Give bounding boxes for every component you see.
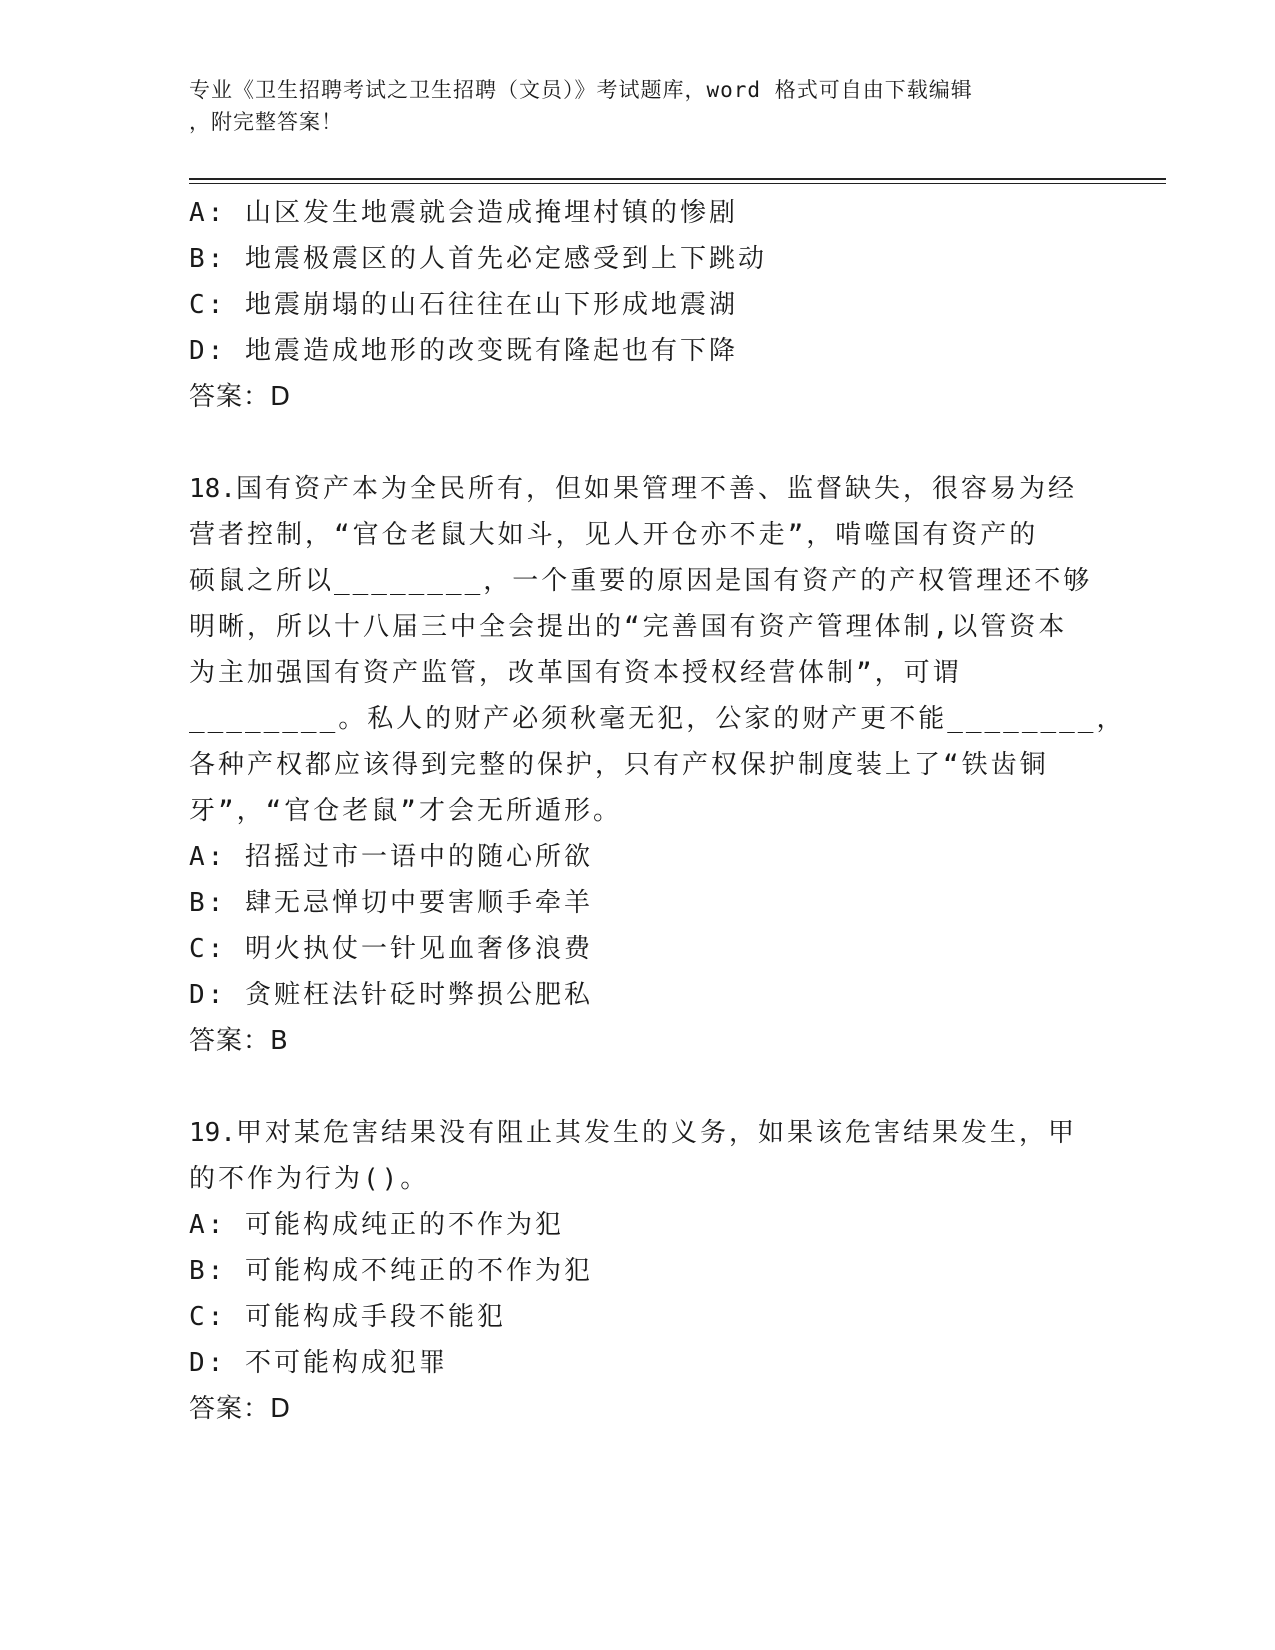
question-content <box>189 190 1126 1432</box>
question-18-stem-line-8: 牙”，“官仓老鼠”才会无所遁形。 <box>189 796 622 826</box>
option-a: A: 招摇过市一语中的随心所欲 <box>189 842 593 872</box>
answer-18: 答案：B <box>189 1026 289 1056</box>
option-c: C: 明火执仗一针见血奢侈浪费 <box>189 934 593 964</box>
option-d: D: 贪赃枉法针砭时弊损公肥私 <box>189 980 593 1010</box>
option-b: B: 肆无忌惮切中要害顺手牵羊 <box>189 888 593 918</box>
option-d: D: 地震造成地形的改变既有隆起也有下降 <box>189 336 738 366</box>
option-c: C: 可能构成手段不能犯 <box>189 1302 506 1332</box>
option-a: A: 可能构成纯正的不作为犯 <box>189 1210 564 1240</box>
answer-19: 答案：D <box>189 1394 292 1424</box>
header-divider-thick <box>189 178 1166 180</box>
question-19 <box>189 1110 1089 1432</box>
option-d: D: 不可能构成犯罪 <box>189 1348 448 1378</box>
question-18-stem-line-3: 硕鼠之所以________，一个重要的原因是国有资产的产权管理还不够 <box>189 566 1093 596</box>
question-18-stem-line-6: ________。私人的财产必须秋毫无犯，公家的财产更不能________， <box>189 704 1126 734</box>
question-19-stem-line-2: 的不作为行为()。 <box>189 1164 430 1194</box>
question-19-stem-line-1: 19.甲对某危害结果没有阻止其发生的义务，如果该危害结果发生，甲 <box>189 1118 1077 1148</box>
question-18-stem-line-7: 各种产权都应该得到完整的保护，只有产权保护制度装上了“铁齿铜 <box>189 750 1049 780</box>
document-header <box>189 74 1069 138</box>
option-b: B: 地震极震区的人首先必定感受到上下跳动 <box>189 244 767 274</box>
option-a: A: 山区发生地震就会造成掩埋村镇的惨剧 <box>189 198 738 228</box>
option-b: B: 可能构成不纯正的不作为犯 <box>189 1256 593 1286</box>
question-18-stem-line-2: 营者控制，“官仓老鼠大如斗，见人开仓亦不走”，啃噬国有资产的 <box>189 520 1039 550</box>
header-divider-thin <box>189 183 1166 184</box>
question-18-stem-line-4: 明晰，所以十八届三中全会提出的“完善国有资产管理体制,以管资本 <box>189 612 1068 642</box>
header-line-1: 专业《卫生招聘考试之卫生招聘（文员）》考试题库，word 格式可自由下载编辑 <box>189 78 973 102</box>
answer-17: 答案：D <box>189 382 292 412</box>
option-c: C: 地震崩塌的山石往往在山下形成地震湖 <box>189 290 738 320</box>
spacer <box>189 1064 1089 1110</box>
question-18-stem-line-5: 为主加强国有资产监管，改革国有资本授权经营体制”，可谓 <box>189 658 962 688</box>
question-18-stem-line-1: 18.国有资产本为全民所有，但如果管理不善、监督缺失，很容易为经 <box>189 474 1077 504</box>
header-line-2: ，附完整答案！ <box>189 110 343 134</box>
question-number: 19. <box>189 1118 236 1148</box>
question-17-options <box>189 190 1089 420</box>
spacer <box>189 420 1089 466</box>
question-number: 18. <box>189 474 236 504</box>
question-18 <box>189 466 1126 1064</box>
